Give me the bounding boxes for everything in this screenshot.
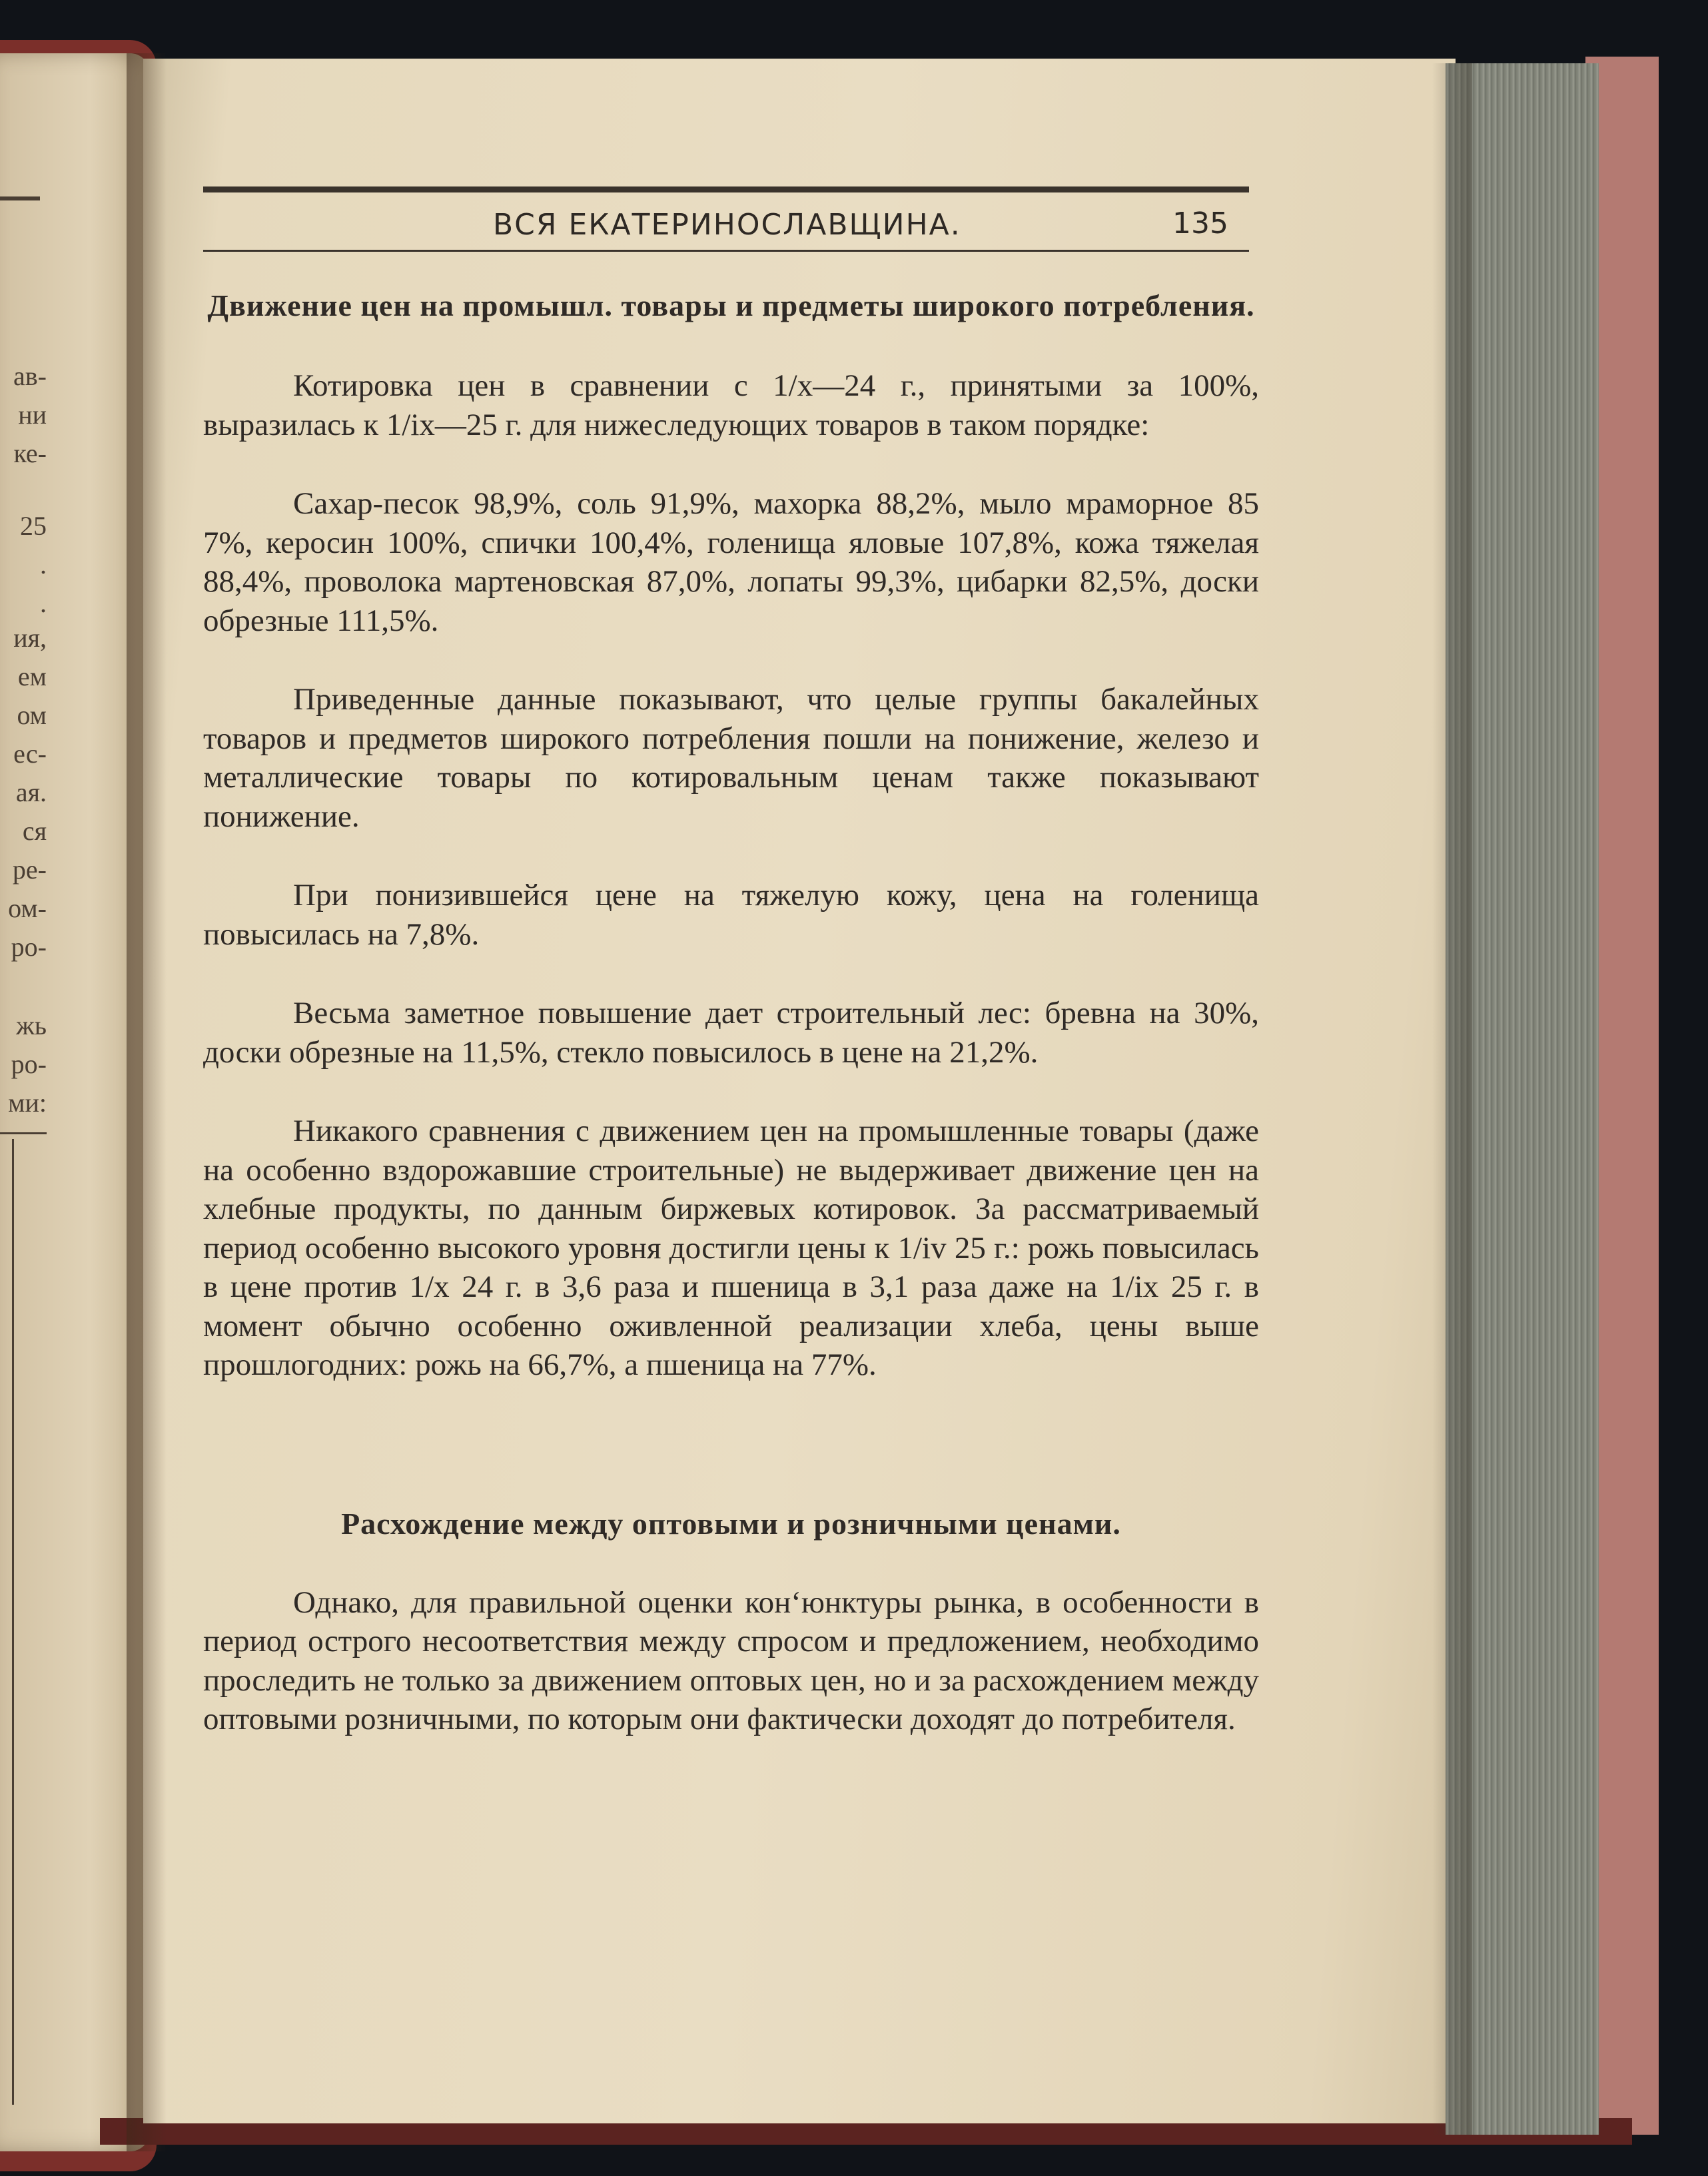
running-header-title: ВСЯ ЕКАТЕРИНОСЛАВЩИНА. xyxy=(493,208,961,242)
page-body xyxy=(203,286,1259,1739)
paragraph: Сахар-песок 98,9%, соль 91,9%, махорка 88,2%, мыло мраморное 85 7%, керосин 100%, спички 100,4%, голенища яловые 107,8%, кожа тяжелая 88,4%, проволока мартеновская 87,0%, лопаты 99,3%, цибарки 82,5%, доски обрезные 111,5%. xyxy=(203,486,1259,638)
paragraph: Никакого сравнения с движением цен на промышленные товары (даже на особенно вздорожавшие строительные) не выдерживает движение цен на хлебные продукты, по данным биржевых котировок. За рассматриваемый период особенно высокого уровня достигли цены к 1/iv 25 г.: рожь повысилась в цене против 1/x 24 г. в 3,6 раза и пшеница в 3,1 раза даже на 1/ix 25 г. в момент обычно особенно оживленной реализации хлеба, цены выше прошлогодних: рожь на 66,7%, а пшеница на 77%. xyxy=(203,1114,1259,1382)
left-page-top-rule xyxy=(0,196,40,200)
paragraph: Однако, для правильной оценки кон‘юнктуры рынка, в особенности в период острого несоответствия между спросом и предложением, необходимо проследить не только за движением оптовых цен, но и за расхождением между оптовыми розничными, по которым они фактически доходят до потребителя. xyxy=(203,1585,1259,1736)
left-fragment: ро- xyxy=(11,932,47,962)
left-fragment: ая. xyxy=(15,777,47,807)
left-fragment: ро- xyxy=(11,1049,47,1079)
left-fragment: ке- xyxy=(13,438,47,468)
left-fragment: ем xyxy=(17,661,47,691)
section-heading: Движение цен на промышл. товары и предметы широкого потребления. xyxy=(207,288,1255,322)
left-fragment: ре- xyxy=(12,855,47,885)
paragraph: Приведенные данные показывают, что целые группы бакалейных товаров и предметов широкого потребления пошли на понижение, железо и металлические товары по котировальным ценам также показывают понижение. xyxy=(203,682,1259,834)
header-rule-thick xyxy=(203,186,1249,192)
spine-shadow xyxy=(127,53,167,2151)
left-fragment: . xyxy=(40,549,47,579)
page-edge-shade xyxy=(1432,63,1472,2135)
section-heading: Расхождение между оптовыми и розничными ценами. xyxy=(341,1506,1121,1541)
left-fragment: ав- xyxy=(13,361,47,391)
left-page-rule xyxy=(0,1132,47,1134)
paragraph: Котировка цен в сравнении с 1/x—24 г., принятыми за 100%, выразилась к 1/ix—25 г. для нижеследующих товаров в таком порядке: xyxy=(203,368,1259,442)
left-fragment: ом xyxy=(17,700,47,730)
left-fragment: ся xyxy=(22,816,47,846)
left-page-vertical-line xyxy=(12,1139,14,2105)
paragraph: При понизившейся цене на тяжелую кожу, цена на голенища повысилась на 7,8%. xyxy=(203,878,1259,952)
left-fragment: ом- xyxy=(8,893,47,923)
left-fragment: ия, xyxy=(13,623,47,653)
page-number: 135 xyxy=(1172,206,1228,240)
paragraph: Весьма заметное повышение дает строительный лес: бревна на 30%, доски обрезные на 11,5%, стекло повысилось в цене на 21,2%. xyxy=(203,996,1259,1070)
left-fragment: ни xyxy=(18,400,47,430)
left-fragment: ес- xyxy=(13,739,47,769)
left-fragment: 25 xyxy=(20,511,47,541)
left-fragment: жь xyxy=(16,1010,47,1040)
header-rule-thin xyxy=(203,250,1249,252)
left-fragment: . xyxy=(40,588,47,618)
left-fragment: ми: xyxy=(8,1088,47,1118)
